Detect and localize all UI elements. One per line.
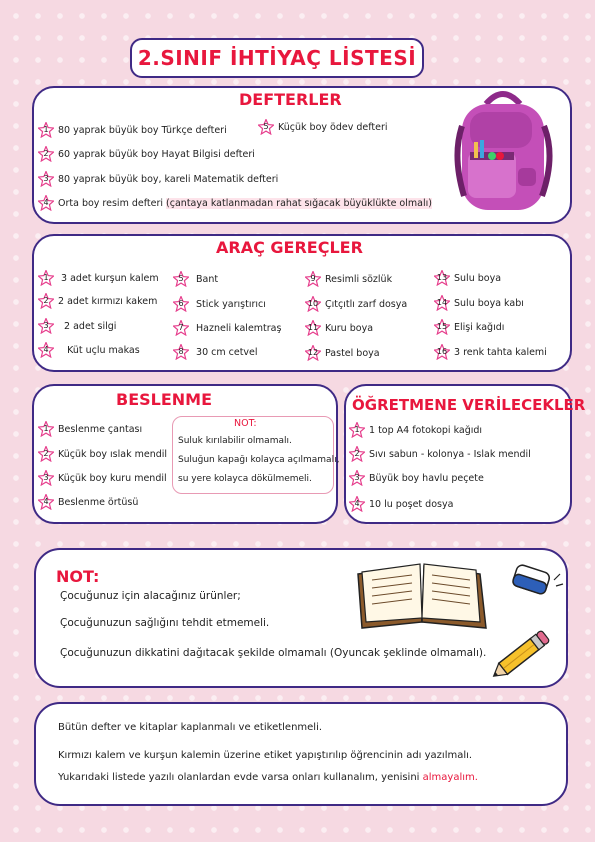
list-item: 4 10 lu poşet dosya <box>349 496 453 512</box>
footer-line: Kırmızı kalem ve kurşun kalemin üzerine etiket yapıştırılıp öğrencinin adı yazılmalı. <box>58 750 473 761</box>
eraser-icon <box>506 560 564 602</box>
list-item: 4 Küt uçlu makas <box>38 342 140 358</box>
star-number-icon: 1 <box>38 270 54 286</box>
star-number-icon: 5 <box>258 119 274 135</box>
star-number-icon: 3 <box>38 171 54 187</box>
star-number-icon: 11 <box>305 320 321 336</box>
list-item: 5 Küçük boy ödev defteri <box>258 119 388 135</box>
star-number-icon: 15 <box>434 319 450 335</box>
list-item: 2 Küçük boy ıslak mendil <box>38 446 167 462</box>
list-item: 3 2 adet silgi <box>38 318 116 334</box>
star-number-icon: 9 <box>305 271 321 287</box>
star-number-icon: 3 <box>38 470 54 486</box>
list-item: 2 Sıvı sabun - kolonya - Islak mendil <box>349 446 531 462</box>
list-item: 4 Beslenme örtüsü <box>38 494 138 510</box>
star-number-icon: 2 <box>38 293 54 309</box>
list-item: 3 Küçük boy kuru mendil <box>38 470 167 486</box>
not-line: Çocuğunuzun sağlığını tehdit etmemeli. <box>60 617 270 629</box>
star-number-icon: 2 <box>38 446 54 462</box>
star-number-icon: 4 <box>38 195 54 211</box>
list-item: 8 30 cm cetvel <box>173 344 258 360</box>
star-number-icon: 7 <box>173 320 189 336</box>
list-item: 1 80 yaprak büyük boy Türkçe defteri <box>38 122 227 138</box>
list-item: 16 3 renk tahta kalemi <box>434 344 547 360</box>
item-note: (çantaya katlanmadan rahat sığacak büyüklükte olmalı) <box>166 197 432 209</box>
ogretmen-title: ÖĞRETMENE VERİLECEKLER <box>352 396 586 414</box>
list-item: 4 Orta boy resim defteri (çantaya katlanmadan rahat sığacak büyüklükte olmalı) <box>38 195 432 211</box>
star-number-icon: 6 <box>173 296 189 312</box>
star-number-icon: 16 <box>434 344 450 360</box>
list-item: 2 60 yaprak büyük boy Hayat Bilgisi defteri <box>38 146 255 162</box>
list-item: 12 Pastel boya <box>305 345 380 361</box>
book-icon <box>352 560 492 630</box>
star-number-icon: 2 <box>349 446 365 462</box>
list-item: 6 Stick yarıştırıcı <box>173 296 266 312</box>
star-number-icon: 13 <box>434 270 450 286</box>
beslenme-note-line: Suluğun kapağı kolayca açılmamalı, <box>178 455 340 465</box>
list-item: 9 Resimli sözlük <box>305 271 392 287</box>
list-item: 1 Beslenme çantası <box>38 421 142 437</box>
list-item: 15 Elişi kağıdı <box>434 319 504 335</box>
star-number-icon: 4 <box>38 342 54 358</box>
not-line: Çocuğunuz için alacağınız ürünler; <box>60 590 241 602</box>
star-number-icon: 8 <box>173 344 189 360</box>
defterler-title: DEFTERLER <box>239 90 342 109</box>
page-title: 2.SINIF İHTİYAÇ LİSTESİ <box>137 46 417 70</box>
star-number-icon: 5 <box>173 271 189 287</box>
title-box <box>130 38 424 78</box>
footer-highlight: almayalım. <box>422 772 478 783</box>
star-number-icon: 4 <box>38 494 54 510</box>
star-number-icon: 4 <box>349 496 365 512</box>
star-number-icon: 1 <box>349 422 365 438</box>
list-item: 5 Bant <box>173 271 218 287</box>
star-number-icon: 2 <box>38 146 54 162</box>
pencil-icon <box>488 624 556 684</box>
arac-title: ARAÇ GEREÇLER <box>216 238 363 257</box>
list-item: 10 Çıtçıtlı zarf dosya <box>305 296 407 312</box>
list-item: 11 Kuru boya <box>305 320 373 336</box>
beslenme-title: BESLENME <box>116 390 213 409</box>
footer-line: Yukarıdaki listede yazılı olanlardan evde varsa onları kullanalım, yenisini almayalım. <box>58 772 478 783</box>
list-item: 3 Büyük boy havlu peçete <box>349 470 484 486</box>
list-item: 3 80 yaprak büyük boy, kareli Matematik defteri <box>38 171 278 187</box>
not-line: Çocuğunuzun dikkatini dağıtacak şekilde olmamalı (Oyuncak şeklinde olmamalı). <box>60 647 487 659</box>
beslenme-note-title: NOT: <box>234 418 257 429</box>
star-number-icon: 3 <box>38 318 54 334</box>
list-item: 13 Sulu boya <box>434 270 501 286</box>
beslenme-note-line: Suluk kırılabilir olmamalı. <box>178 436 292 446</box>
beslenme-note-line: su yere kolayca dökülmemeli. <box>178 474 312 484</box>
star-number-icon: 10 <box>305 296 321 312</box>
list-item: 2 2 adet kırmızı kakem <box>38 293 157 309</box>
star-number-icon: 1 <box>38 421 54 437</box>
not-title: NOT: <box>56 567 100 586</box>
backpack-icon <box>448 86 558 216</box>
footer-line: Bütün defter ve kitaplar kaplanmalı ve etiketlenmeli. <box>58 722 323 733</box>
list-item: 1 1 top A4 fotokopi kağıdı <box>349 422 482 438</box>
star-number-icon: 14 <box>434 295 450 311</box>
star-number-icon: 1 <box>38 122 54 138</box>
list-item: 1 3 adet kurşun kalem <box>38 270 159 286</box>
star-number-icon: 3 <box>349 470 365 486</box>
list-item: 14 Sulu boya kabı <box>434 295 524 311</box>
star-number-icon: 12 <box>305 345 321 361</box>
list-item: 7 Hazneli kalemtraş <box>173 320 281 336</box>
